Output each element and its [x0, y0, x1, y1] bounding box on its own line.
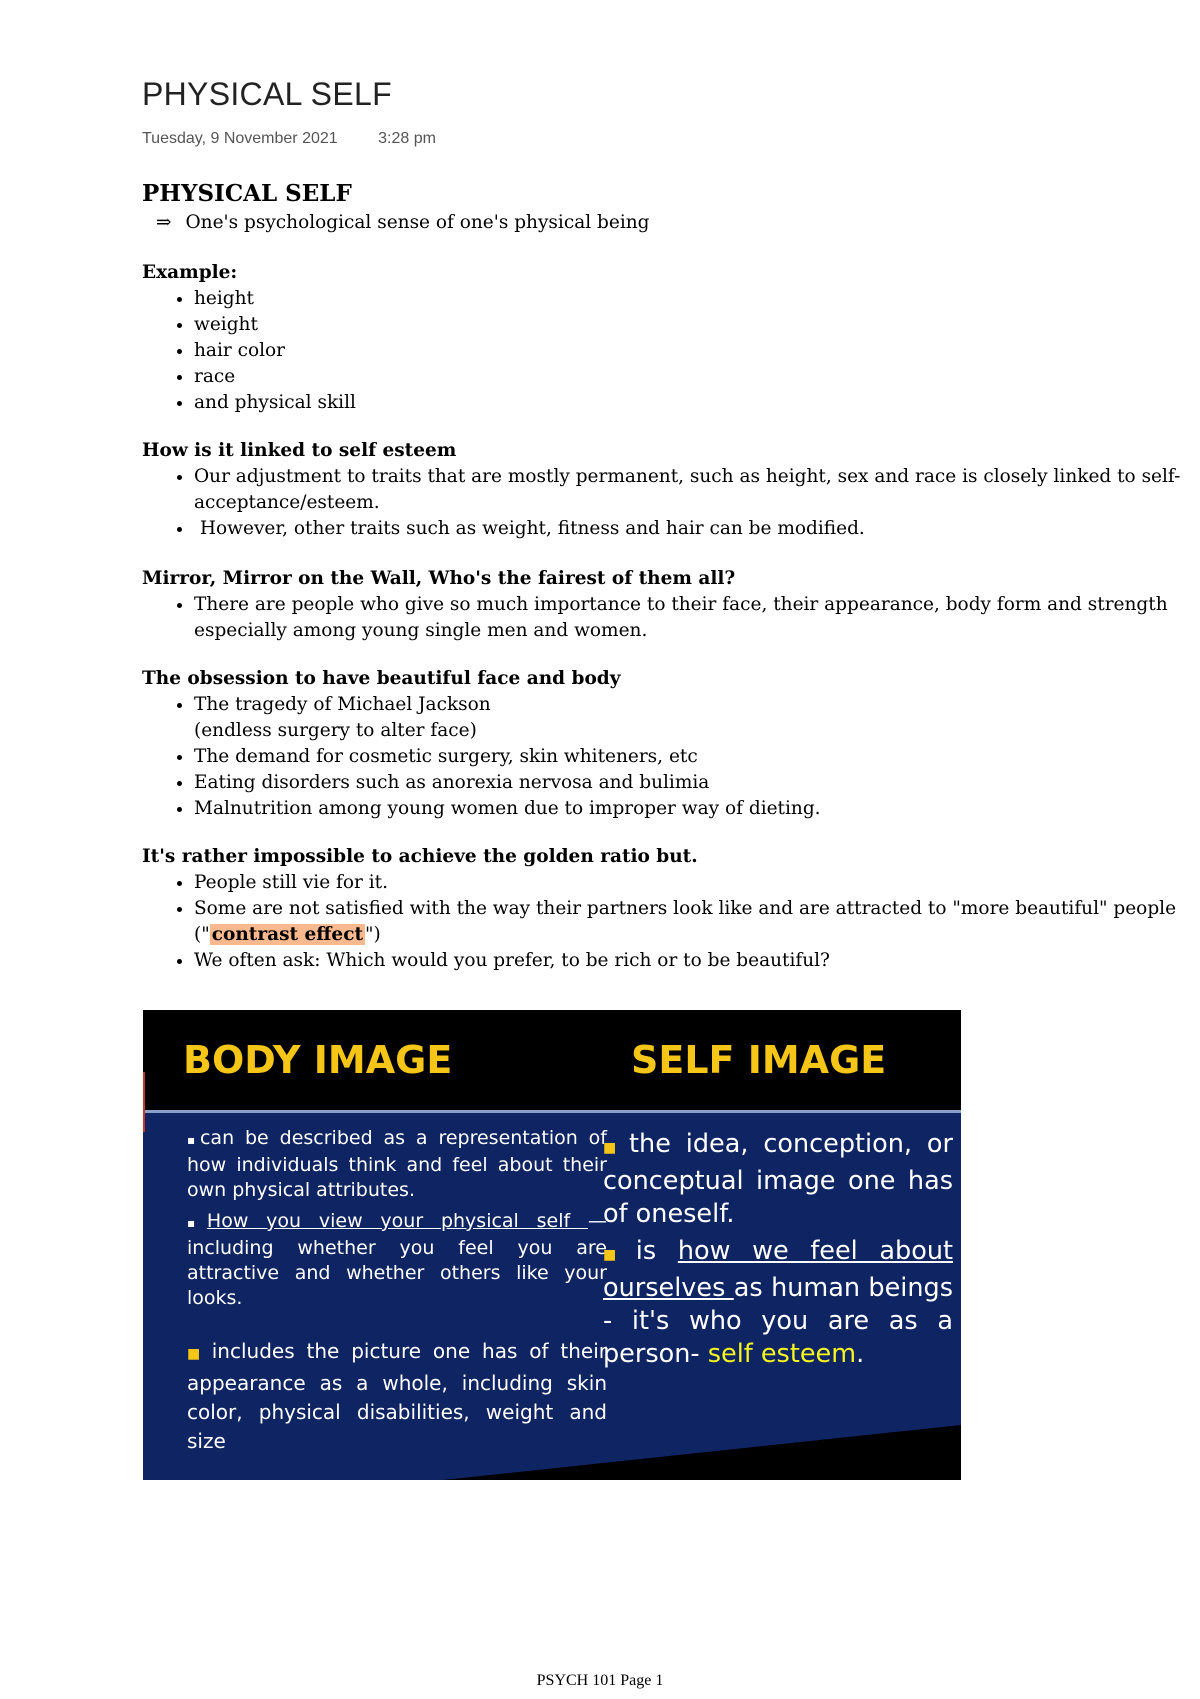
- self-image-title: SELF IMAGE: [631, 1038, 887, 1082]
- slide-divider: [143, 1110, 961, 1113]
- square-bullet-icon: ■: [603, 1140, 624, 1156]
- body-image-title: BODY IMAGE: [183, 1038, 453, 1082]
- list-item: • However, other traits such as weight, fitness and hair can be modified.: [194, 516, 1182, 542]
- mirror-list: [142, 592, 1182, 644]
- section-heading: PHYSICAL SELF: [142, 180, 352, 207]
- list-item-line: (endless surgery to alter face): [194, 720, 477, 741]
- golden-list: [142, 870, 1182, 974]
- list-item: [194, 896, 1182, 948]
- bullet-icon: ▪: [187, 1216, 207, 1230]
- slide-text: .: [856, 1339, 865, 1369]
- list-item: • weight: [194, 312, 1182, 338]
- list-item: • We often ask: Which would you prefer, to be rich or to be beautiful?: [194, 948, 1182, 974]
- list-item-text: Some are not satisfied with the way their partners look like and are attracted to "more beautiful" people (": [194, 898, 1177, 945]
- list-item: [194, 692, 1182, 744]
- slide-text-underlined: How you view your physical self: [206, 1210, 588, 1232]
- body-image-point-3: [187, 1337, 607, 1456]
- list-item: • hair color: [194, 338, 1182, 364]
- self-image-point-1: [603, 1128, 953, 1231]
- self-esteem-list: [142, 464, 1182, 542]
- body-self-image-slide: [143, 1010, 961, 1480]
- self-image-point-2: [603, 1235, 953, 1371]
- page-meta: [142, 130, 436, 148]
- obsession-list: [142, 692, 1182, 822]
- note-content: [142, 180, 1182, 974]
- self-esteem-heading: How is it linked to self esteem: [142, 440, 457, 461]
- list-item: • The demand for cosmetic surgery, skin whiteners, etc: [194, 744, 1182, 770]
- list-item: • Malnutrition among young women due to improper way of dieting.: [194, 796, 1182, 822]
- definition-line: [156, 210, 1182, 236]
- page-title: PHYSICAL SELF: [142, 76, 392, 112]
- definition-text: One's psychological sense of one's physical being: [185, 212, 650, 233]
- slide-accent-mark: [143, 1072, 145, 1132]
- golden-heading: It's rather impossible to achieve the golden ratio but.: [142, 846, 698, 867]
- obsession-heading: The obsession to have beautiful face and body: [142, 668, 621, 689]
- slide-text: can be described as a representation of how individuals think and feel about their own physical attributes.: [187, 1127, 607, 1201]
- self-esteem-emphasis: self esteem: [707, 1339, 857, 1369]
- page-time: 3:28 pm: [378, 130, 436, 147]
- page-date: Tuesday, 9 November 2021: [142, 130, 338, 147]
- list-item: • race: [194, 364, 1182, 390]
- contrast-effect-highlight: contrast effect: [211, 924, 364, 945]
- slide-text: — including whether you feel you are attractive and whether others like your looks.: [187, 1210, 607, 1309]
- slide-text: the idea, conception, or conceptual image one has of oneself.: [603, 1129, 953, 1229]
- body-image-point-1: [187, 1126, 607, 1203]
- list-item: • There are people who give so much importance to their face, their appearance, body form and strength especially among young single men and women.: [194, 592, 1182, 644]
- square-bullet-icon: ■: [603, 1247, 630, 1263]
- slide-text-underlined: how we feel about ourselves: [603, 1236, 954, 1303]
- list-item-text: "): [365, 924, 381, 945]
- self-image-column: [603, 1128, 953, 1371]
- body-image-point-2: [187, 1209, 607, 1311]
- arrow-icon: ⇒: [156, 212, 172, 233]
- slide-text: as human beings - it's who you are as a person-: [603, 1273, 953, 1369]
- list-item: • height: [194, 286, 1182, 312]
- slide-text: is: [635, 1236, 678, 1266]
- list-item-line: The tragedy of Michael Jackson: [194, 694, 491, 715]
- bullet-icon: ▪: [187, 1133, 200, 1147]
- list-item: • Our adjustment to traits that are mostly permanent, such as height, sex and race is closely linked to self-acceptance/esteem.: [194, 464, 1182, 516]
- example-heading: Example:: [142, 262, 238, 283]
- list-item: • and physical skill: [194, 390, 1182, 416]
- list-item: • Eating disorders such as anorexia nervosa and bulimia: [194, 770, 1182, 796]
- list-item: • People still vie for it.: [194, 870, 1182, 896]
- mirror-heading: Mirror, Mirror on the Wall, Who's the fairest of them all?: [142, 568, 736, 589]
- example-list: [142, 286, 1182, 416]
- body-image-column: [187, 1126, 607, 1456]
- square-bullet-icon: ■: [187, 1346, 206, 1362]
- page-footer: PSYCH 101 Page 1: [536, 1672, 664, 1689]
- slide-text: includes the picture one has of their appearance as a whole, including skin color, physical disabilities, weight and size: [187, 1339, 607, 1453]
